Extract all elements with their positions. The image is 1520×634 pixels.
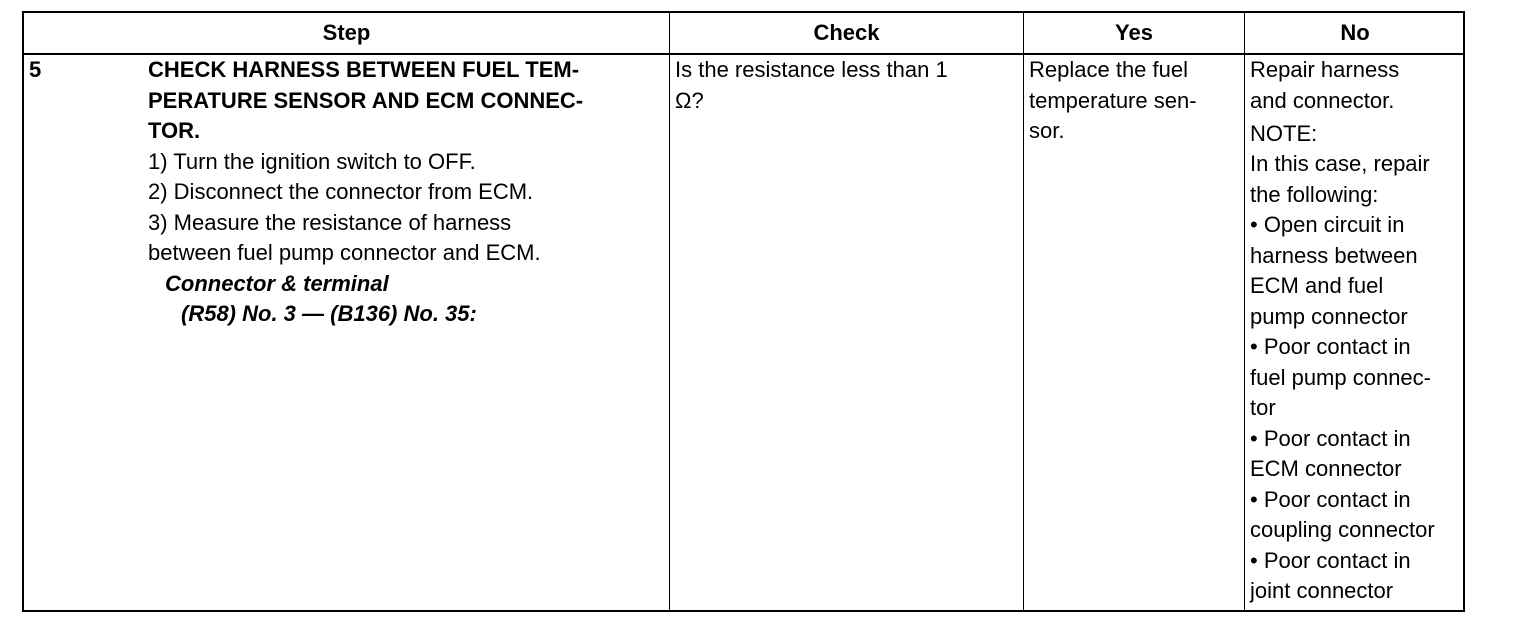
no-bullet-item: • Poor contact in <box>1250 334 1411 359</box>
note-label: NOTE: <box>1250 121 1318 146</box>
step-title-line: CHECK HARNESS BETWEEN FUEL TEM- <box>148 57 580 82</box>
step-title-line: PERATURE SENSOR AND ECM CONNEC- <box>148 87 584 113</box>
no-text-line: and connector. <box>1250 87 1395 113</box>
step-instruction: 1) Turn the ignition switch to OFF. <box>148 148 476 174</box>
no-text-line: pump connector <box>1250 303 1408 329</box>
check-text-line: Ω? <box>675 87 704 113</box>
no-text-line: Repair harness <box>1250 57 1400 82</box>
no-bullet-item: • Poor contact in <box>1250 547 1411 573</box>
check-text-line: Is the resistance less than 1 <box>675 57 948 82</box>
no-text-line: tor <box>1250 395 1276 420</box>
yes-text-line: sor. <box>1029 118 1065 143</box>
no-text-line: the following: <box>1250 181 1379 207</box>
no-bullet-item: • Poor contact in <box>1250 486 1411 512</box>
column-divider <box>669 13 670 610</box>
step-instruction: between fuel pump connector and ECM. <box>148 240 541 265</box>
no-text-line: harness between <box>1250 242 1418 268</box>
yes-text-line: temperature sen- <box>1029 87 1197 113</box>
no-text-line: In this case, repair <box>1250 151 1430 176</box>
no-text-line: ECM connector <box>1250 456 1402 481</box>
connector-label: Connector & terminal <box>165 270 389 296</box>
header-step: Step <box>322 20 371 45</box>
no-bullet-item: • Open circuit in <box>1250 212 1405 237</box>
column-divider <box>1244 13 1245 610</box>
header-check: Check <box>813 20 880 45</box>
header-no: No <box>1340 20 1370 45</box>
no-text-line: fuel pump connec- <box>1250 364 1431 390</box>
diagnostic-table <box>22 11 1465 612</box>
header-yes: Yes <box>1115 20 1153 45</box>
no-text-line: joint connector <box>1250 578 1394 603</box>
no-bullet-item: • Poor contact in <box>1250 425 1411 451</box>
step-number: 5 <box>29 57 42 82</box>
yes-text-line: Replace the fuel <box>1029 57 1188 82</box>
column-divider <box>1023 13 1024 610</box>
no-text-line: coupling connector <box>1250 517 1435 542</box>
no-text-line: ECM and fuel <box>1250 273 1384 298</box>
step-title-line: TOR. <box>148 118 201 143</box>
step-instruction: 2) Disconnect the connector from ECM. <box>148 179 534 204</box>
step-instruction: 3) Measure the resistance of harness <box>148 209 512 235</box>
connector-value: (R58) No. 3 — (B136) No. 35: <box>181 301 477 326</box>
